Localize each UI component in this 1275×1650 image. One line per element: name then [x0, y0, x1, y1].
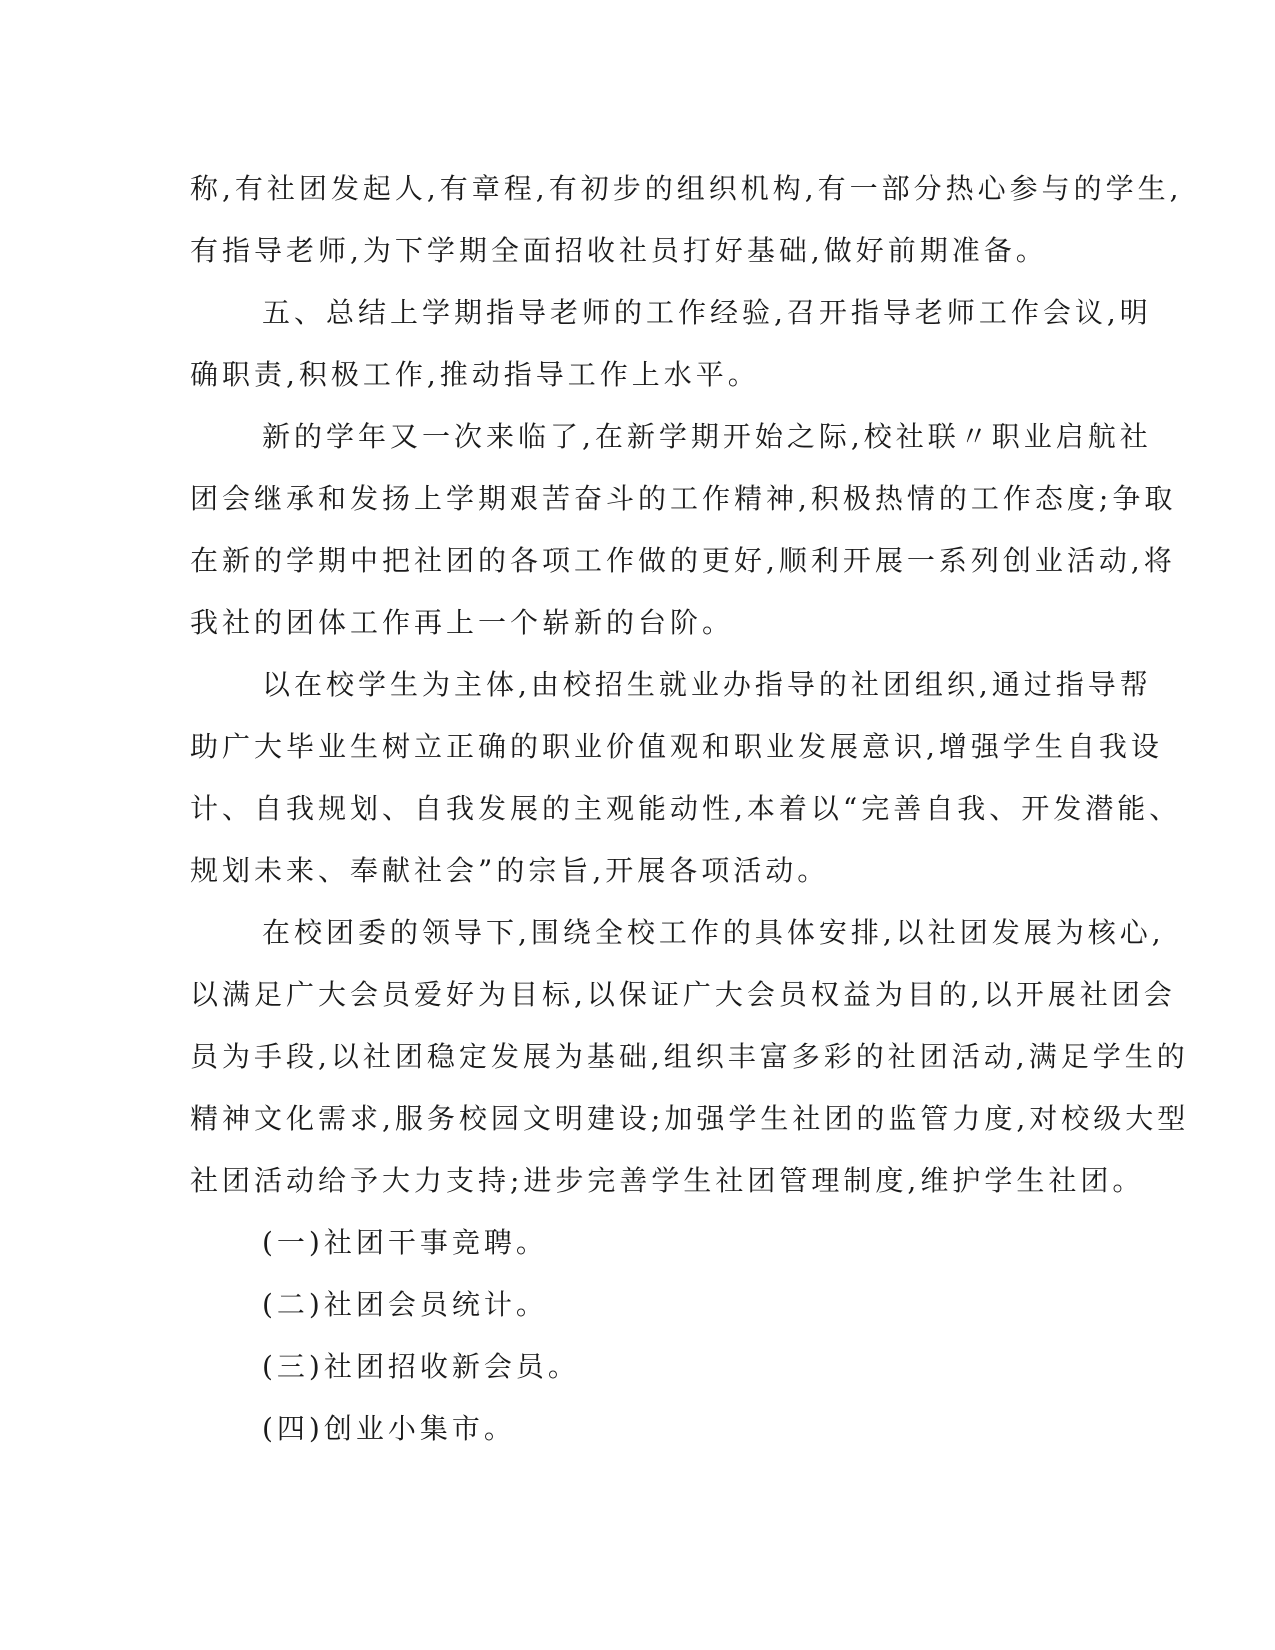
text-line: 确职责,积极工作,推动指导工作上水平。: [190, 358, 760, 391]
text-line: 社团活动给予大力支持;进步完善学生社团管理制度,维护学生社团。: [190, 1164, 1145, 1197]
list-item: (二)社团会员统计。: [262, 1288, 548, 1321]
document-body: [190, 158, 1190, 1460]
text-line: 有指导老师,为下学期全面招收社员打好基础,做好前期准备。: [190, 234, 1048, 267]
list-item: (四)创业小集市。: [262, 1412, 516, 1445]
text-line: 助广大毕业生树立正确的职业价值观和职业发展意识,增强学生自我设: [190, 730, 1163, 763]
text-line: 精神文化需求,服务校园文明建设;加强学生社团的监管力度,对校级大型: [190, 1102, 1190, 1135]
text-line: 以在校学生为主体,由校招生就业办指导的社团组织,通过指导帮: [262, 668, 1152, 701]
text-line: 团会继承和发扬上学期艰苦奋斗的工作精神,积极热情的工作态度;争取: [190, 482, 1177, 515]
text-line: 在新的学期中把社团的各项工作做的更好,顺利开展一系列创业活动,将: [190, 544, 1176, 577]
text-line: 规划未来、奉献社会”的宗旨,开展各项活动。: [190, 854, 830, 887]
text-line: 在校团委的领导下,围绕全校工作的具体安排,以社团发展为核心,: [262, 916, 1165, 949]
text-line: 五、总结上学期指导老师的工作经验,召开指导老师工作会议,明: [262, 296, 1152, 329]
list-item: (三)社团招收新会员。: [262, 1350, 580, 1383]
text-line: 我社的团体工作再上一个崭新的台阶。: [190, 606, 735, 639]
text-line: 员为手段,以社团稳定发展为基础,组织丰富多彩的社团活动,满足学生的: [190, 1040, 1189, 1073]
list-item: (一)社团干事竞聘。: [262, 1226, 548, 1259]
text-line: 新的学年又一次来临了,在新学期开始之际,校社联〃职业启航社: [262, 420, 1152, 453]
text-line: 以满足广大会员爱好为目标,以保证广大会员权益为目的,以开展社团会: [190, 978, 1176, 1011]
text-line: 称,有社团发起人,有章程,有初步的组织机构,有一部分热心参与的学生,: [190, 172, 1183, 205]
text-line: 计、自我规划、自我发展的主观能动性,本着以“完善自我、开发潜能、: [190, 792, 1182, 825]
